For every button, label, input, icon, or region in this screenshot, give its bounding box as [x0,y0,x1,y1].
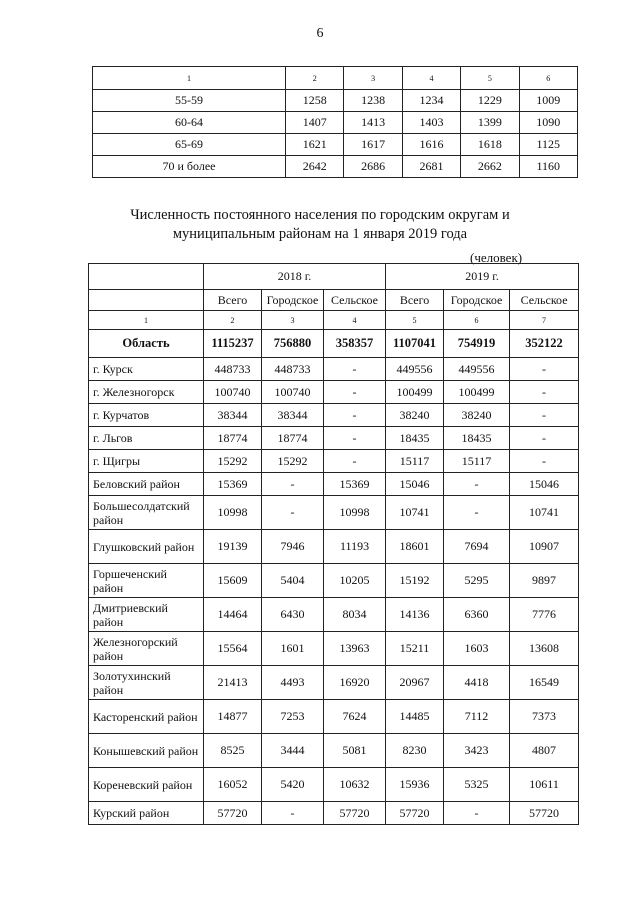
district-row [89,427,579,450]
district-row [89,598,579,632]
value-cell: 14877 [204,700,262,734]
value-cell: 5081 [324,734,386,768]
value-cell: 15117 [386,450,444,473]
column-number: 6 [519,67,577,90]
value-cell: - [324,404,386,427]
value-cell: 7253 [262,700,324,734]
value-cell: 57720 [324,802,386,825]
caption-line: муниципальным районам на 1 января 2019 года [172,226,468,242]
value-cell: 10998 [324,496,386,530]
column-number: 4 [402,67,460,90]
district-name-cell: Касторенский район [89,700,204,734]
sub-header: Сельское [324,290,386,311]
value-cell: 3423 [444,734,510,768]
column-number: 1 [93,67,286,90]
value-cell: 1621 [286,134,344,156]
value-cell: 15564 [204,632,262,666]
value-cell: 5295 [444,564,510,598]
sub-header: Городское [444,290,510,311]
value-cell: - [444,802,510,825]
value-cell: 4807 [510,734,579,768]
header-blank-cell [89,264,204,290]
value-cell: 1090 [519,112,577,134]
value-cell: 38344 [262,404,324,427]
district-name-cell: Беловский район [89,473,204,496]
sub-header: Городское [262,290,324,311]
value-cell: - [262,496,324,530]
value-cell: 10205 [324,564,386,598]
table-caption [0,206,640,244]
value-cell: 18435 [444,427,510,450]
value-cell: - [262,473,324,496]
value-cell: 1413 [344,112,402,134]
caption-line: Численность постоянного населения по городским округам и [130,207,510,223]
district-row [89,666,579,700]
age-row [93,134,578,156]
value-cell: 1407 [286,112,344,134]
column-number: 2 [286,67,344,90]
value-cell: 4493 [262,666,324,700]
value-cell: 14136 [386,598,444,632]
district-row [89,358,579,381]
column-number: 2 [204,311,262,330]
value-cell: - [510,358,579,381]
value-cell: 15369 [324,473,386,496]
total-cell: 1115237 [204,330,262,358]
value-cell: 5404 [262,564,324,598]
district-row [89,450,579,473]
value-cell: 18774 [262,427,324,450]
value-cell: 13963 [324,632,386,666]
district-name-cell: Кореневский район [89,768,204,802]
column-number-row [89,311,579,330]
value-cell: 7624 [324,700,386,734]
value-cell: 100740 [262,381,324,404]
value-cell: 3444 [262,734,324,768]
value-cell: 16549 [510,666,579,700]
value-cell: 2681 [402,156,460,178]
value-cell: 38240 [444,404,510,427]
district-row [89,381,579,404]
value-cell: 1234 [402,90,460,112]
value-cell: 18601 [386,530,444,564]
value-cell: 11193 [324,530,386,564]
sub-header: Всего [386,290,444,311]
value-cell: 100740 [204,381,262,404]
district-name-cell: г. Щигры [89,450,204,473]
district-name-cell: г. Льгов [89,427,204,450]
district-row [89,564,579,598]
value-cell: 15046 [386,473,444,496]
sub-header: Всего [204,290,262,311]
value-cell: 449556 [444,358,510,381]
value-cell: - [324,381,386,404]
value-cell: 1601 [262,632,324,666]
value-cell: 7694 [444,530,510,564]
total-cell: 358357 [324,330,386,358]
value-cell: 448733 [262,358,324,381]
district-name-cell: г. Курчатов [89,404,204,427]
column-number: 7 [510,311,579,330]
district-row [89,768,579,802]
value-cell: 4418 [444,666,510,700]
value-cell: 7776 [510,598,579,632]
value-cell: 15117 [444,450,510,473]
value-cell: 16052 [204,768,262,802]
value-cell: - [324,450,386,473]
district-row [89,530,579,564]
district-name-cell: Железногорский район [89,632,204,666]
value-cell: 1603 [444,632,510,666]
value-cell: 449556 [386,358,444,381]
value-cell: - [444,473,510,496]
value-cell: 15046 [510,473,579,496]
value-cell: 10741 [386,496,444,530]
value-cell: 1618 [461,134,519,156]
value-cell: 15292 [262,450,324,473]
value-cell: 1229 [461,90,519,112]
value-cell: 100499 [386,381,444,404]
age-group-cell: 60-64 [93,112,286,134]
value-cell: 448733 [204,358,262,381]
value-cell: 8230 [386,734,444,768]
district-row [89,632,579,666]
value-cell: 1258 [286,90,344,112]
value-cell: 57720 [204,802,262,825]
value-cell: 15936 [386,768,444,802]
district-name-cell: Большесолдатский район [89,496,204,530]
column-number: 1 [89,311,204,330]
total-cell: 352122 [510,330,579,358]
value-cell: 1238 [344,90,402,112]
value-cell: - [510,450,579,473]
age-table-body [93,67,578,178]
value-cell: 7373 [510,700,579,734]
district-row [89,802,579,825]
value-cell: 13608 [510,632,579,666]
district-name-cell: Золотухинский район [89,666,204,700]
value-cell: - [324,427,386,450]
value-cell: 57720 [386,802,444,825]
value-cell: - [510,381,579,404]
value-cell: 15292 [204,450,262,473]
total-row [89,330,579,358]
value-cell: 5420 [262,768,324,802]
column-number: 3 [262,311,324,330]
value-cell: 10741 [510,496,579,530]
page-number: 6 [316,26,324,41]
age-row [93,90,578,112]
value-cell: 16920 [324,666,386,700]
value-cell: 10998 [204,496,262,530]
value-cell: 1616 [402,134,460,156]
age-group-cell: 65-69 [93,134,286,156]
age-group-cell: 70 и более [93,156,286,178]
column-number: 3 [344,67,402,90]
value-cell: 1009 [519,90,577,112]
value-cell: 7112 [444,700,510,734]
value-cell: 2642 [286,156,344,178]
year-header: 2018 г. [204,264,386,290]
value-cell: 14464 [204,598,262,632]
year-header: 2019 г. [386,264,579,290]
value-cell: 100499 [444,381,510,404]
district-name-cell: г. Железногорск [89,381,204,404]
value-cell: - [510,404,579,427]
value-cell: - [510,427,579,450]
value-cell: 8525 [204,734,262,768]
value-cell: 18774 [204,427,262,450]
district-name-cell: Глушковский район [89,530,204,564]
value-cell: 7946 [262,530,324,564]
age-row [93,156,578,178]
value-cell: 2662 [461,156,519,178]
column-number-row [93,67,578,90]
value-cell: 15369 [204,473,262,496]
column-number: 6 [444,311,510,330]
value-cell: 18435 [386,427,444,450]
age-table [92,66,578,178]
value-cell: 21413 [204,666,262,700]
population-table [88,263,579,825]
sub-header-row [89,290,579,311]
district-name-cell: г. Курск [89,358,204,381]
district-row [89,496,579,530]
value-cell: 1403 [402,112,460,134]
value-cell: 5325 [444,768,510,802]
value-cell: 8034 [324,598,386,632]
value-cell: 6360 [444,598,510,632]
value-cell: 38344 [204,404,262,427]
total-label: Область [89,330,204,358]
value-cell: 38240 [386,404,444,427]
value-cell: 10907 [510,530,579,564]
value-cell: 57720 [510,802,579,825]
district-row [89,404,579,427]
population-table-body [89,264,579,825]
value-cell: - [444,496,510,530]
value-cell: 10632 [324,768,386,802]
value-cell: - [262,802,324,825]
district-row [89,473,579,496]
value-cell: 10611 [510,768,579,802]
value-cell: 1617 [344,134,402,156]
district-name-cell: Курский район [89,802,204,825]
district-name-cell: Горшеченский район [89,564,204,598]
column-number: 4 [324,311,386,330]
value-cell: 19139 [204,530,262,564]
value-cell: 1160 [519,156,577,178]
value-cell: 15192 [386,564,444,598]
value-cell: 15609 [204,564,262,598]
age-row [93,112,578,134]
value-cell: 20967 [386,666,444,700]
total-cell: 1107041 [386,330,444,358]
age-group-cell: 55-59 [93,90,286,112]
total-cell: 756880 [262,330,324,358]
value-cell: - [324,358,386,381]
district-name-cell: Конышевский район [89,734,204,768]
column-number: 5 [461,67,519,90]
value-cell: 1125 [519,134,577,156]
value-cell: 2686 [344,156,402,178]
value-cell: 6430 [262,598,324,632]
total-cell: 754919 [444,330,510,358]
unit-label: (человек) [470,250,523,265]
district-row [89,734,579,768]
column-number: 5 [386,311,444,330]
value-cell: 9897 [510,564,579,598]
district-row [89,700,579,734]
year-header-row [89,264,579,290]
value-cell: 14485 [386,700,444,734]
district-name-cell: Дмитриевский район [89,598,204,632]
value-cell: 15211 [386,632,444,666]
value-cell: 1399 [461,112,519,134]
sub-header: Сельское [510,290,579,311]
header-blank-cell [89,290,204,311]
